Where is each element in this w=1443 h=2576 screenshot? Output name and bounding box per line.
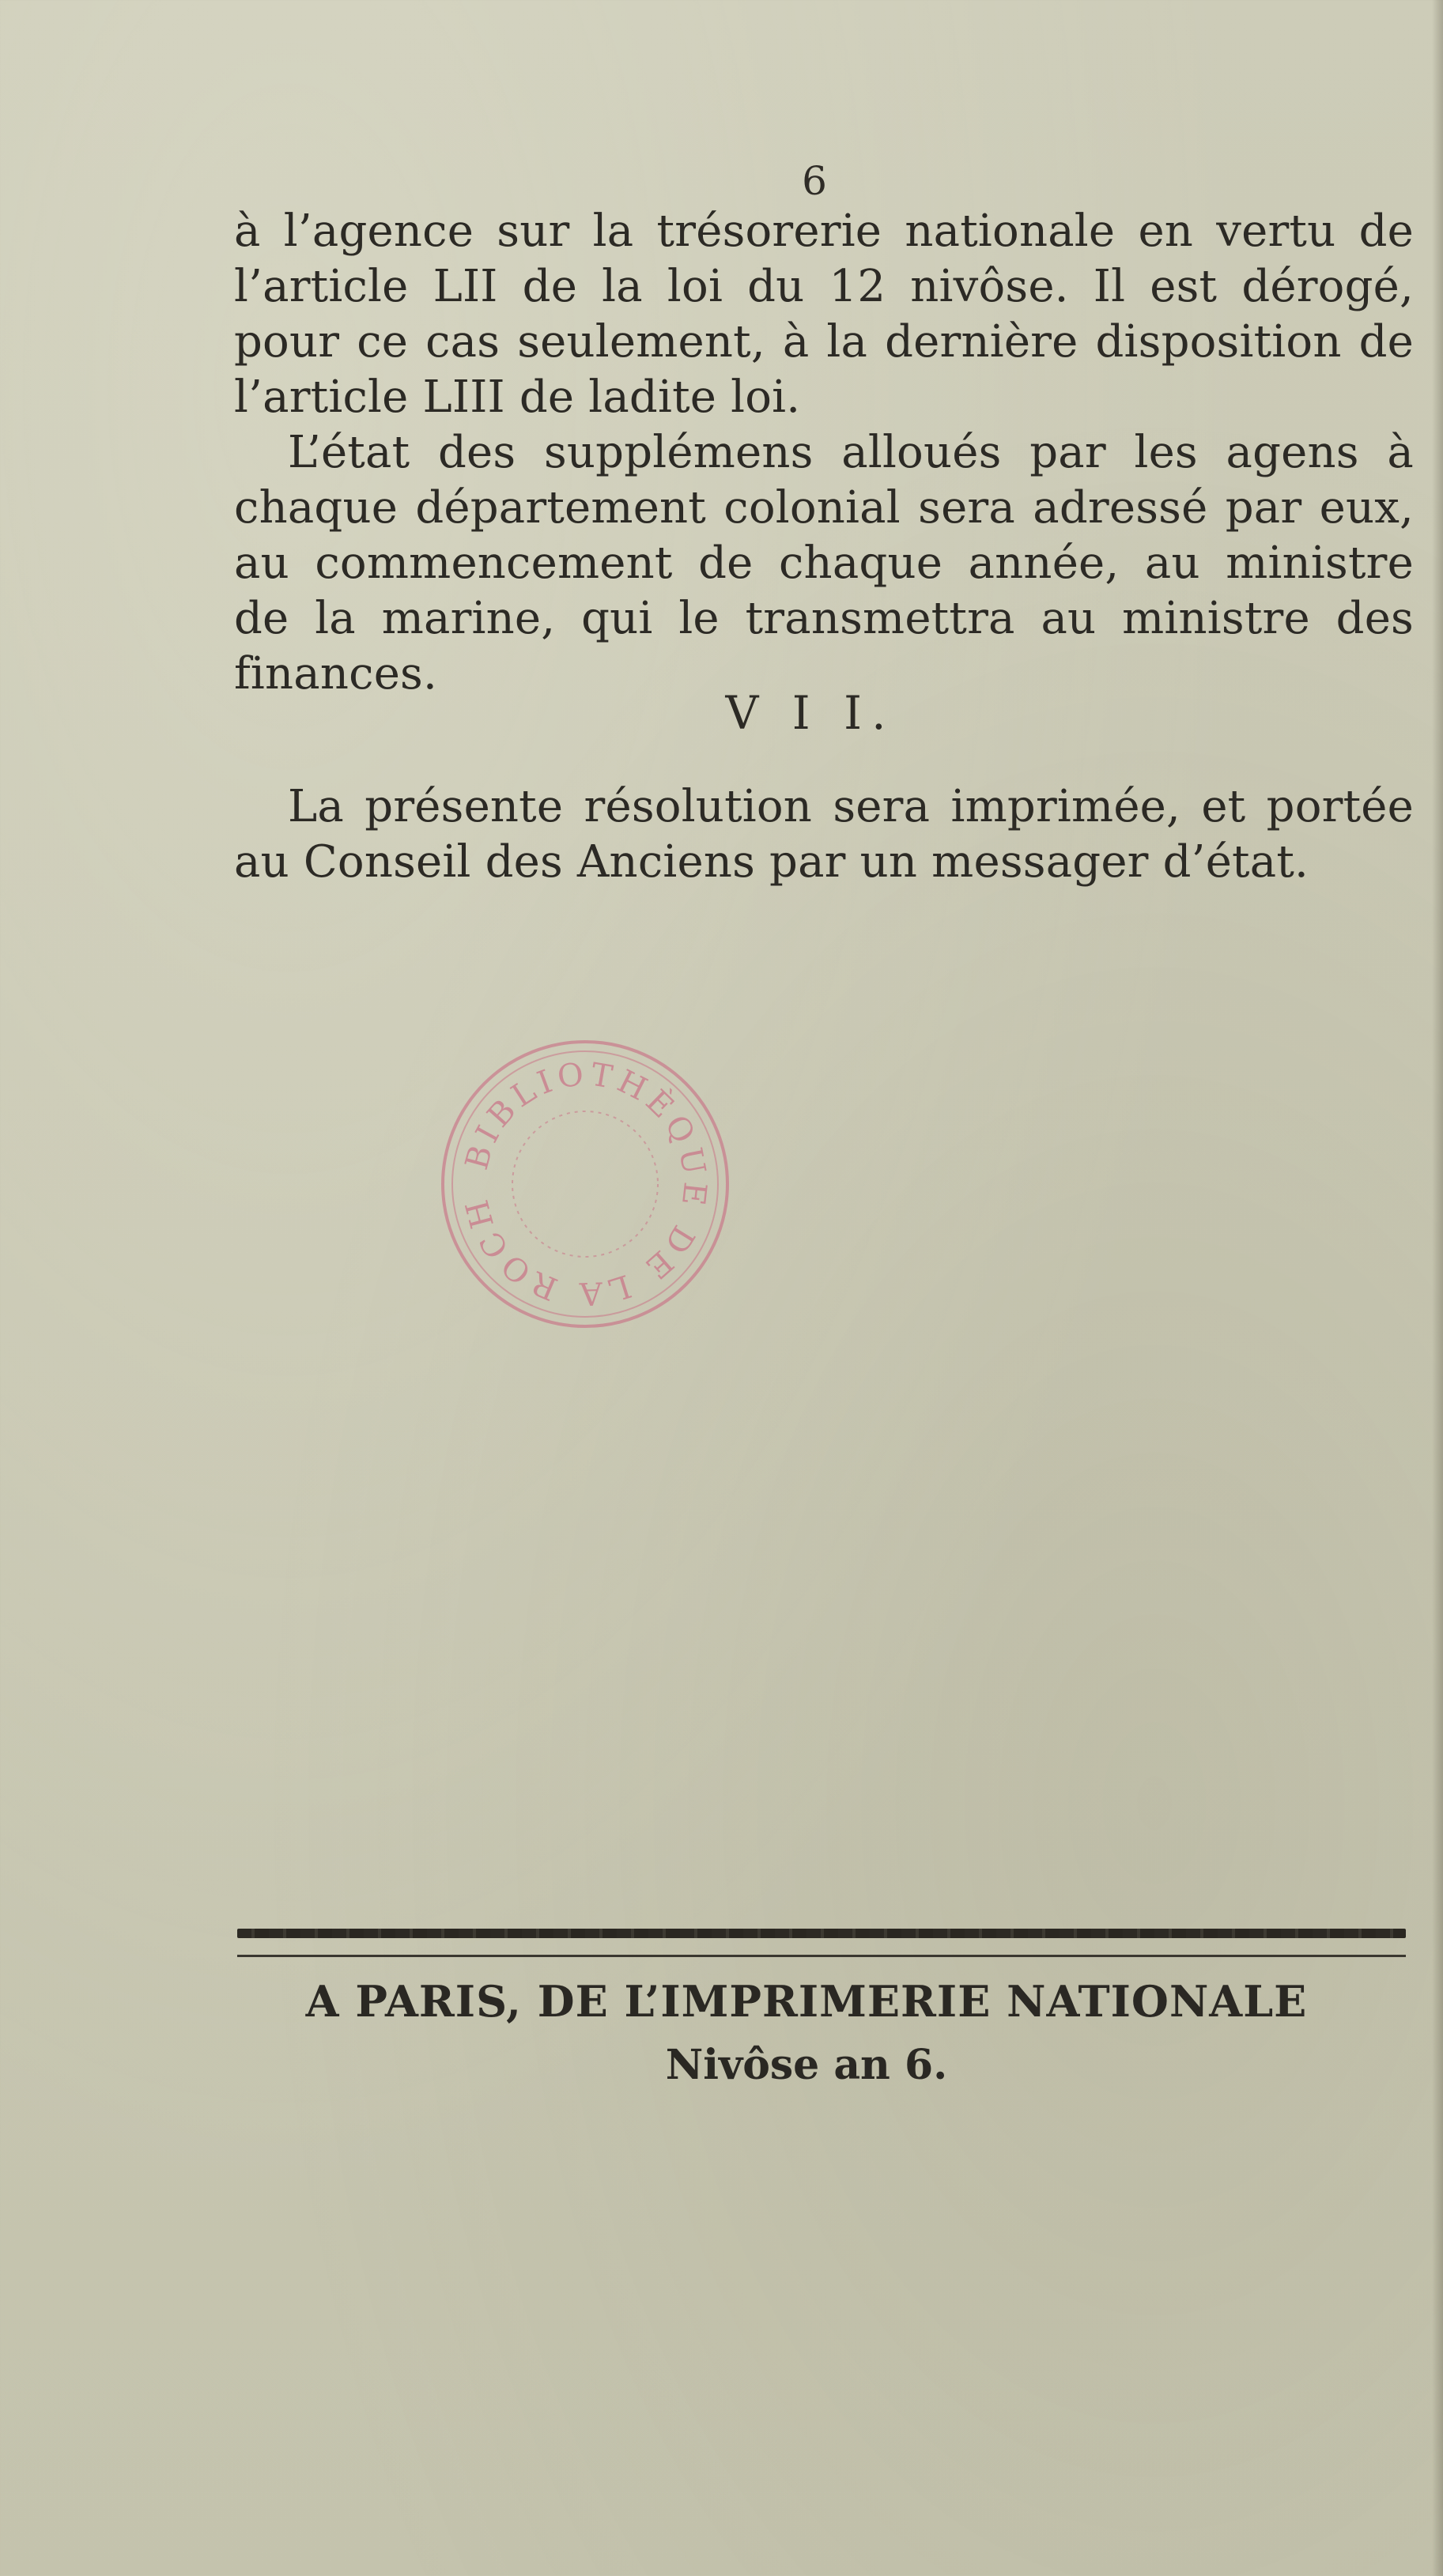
page-edge-shadow bbox=[1432, 0, 1443, 2576]
paragraph-continuation: à l’agence sur la trésorerie nationale en vertu de l’article LII de la loi du 12 nivôse. Il est dérogé, pour ce cas seulement, à la dernière disposition de l’article LIII de ladite loi. bbox=[234, 206, 1414, 423]
library-stamp-seal bbox=[427, 1026, 743, 1342]
paragraph-supplements: L’état des supplémens alloués par les agens à chaque département colonial sera adressé par eux, au commencement de chaque année, au ministre de la marine, qui le transmettra au ministre des finances. bbox=[234, 427, 1414, 700]
double-rule-thin bbox=[237, 1955, 1406, 1957]
svg-text:BIBLIOTHÈQUE DE LA ROCHELLE: BIBLIOTHÈQUE DE LA ROCH bbox=[458, 1055, 713, 1312]
section-heading-vii: V I I. bbox=[725, 686, 896, 740]
double-rule-thick bbox=[237, 1929, 1406, 1938]
imprint-line: A PARIS, DE L’IMPRIMERIE NATIONALE bbox=[305, 1976, 1308, 2027]
body-text-section bbox=[234, 779, 1414, 890]
paragraph-resolution: La présente résolution sera imprimée, et portée au Conseil des Anciens par un messager d’état. bbox=[234, 781, 1414, 888]
library-stamp bbox=[427, 1026, 743, 1342]
imprint-date: Nivôse an 6. bbox=[665, 2041, 948, 2089]
body-text-top bbox=[234, 204, 1414, 702]
page-number: 6 bbox=[802, 158, 827, 204]
